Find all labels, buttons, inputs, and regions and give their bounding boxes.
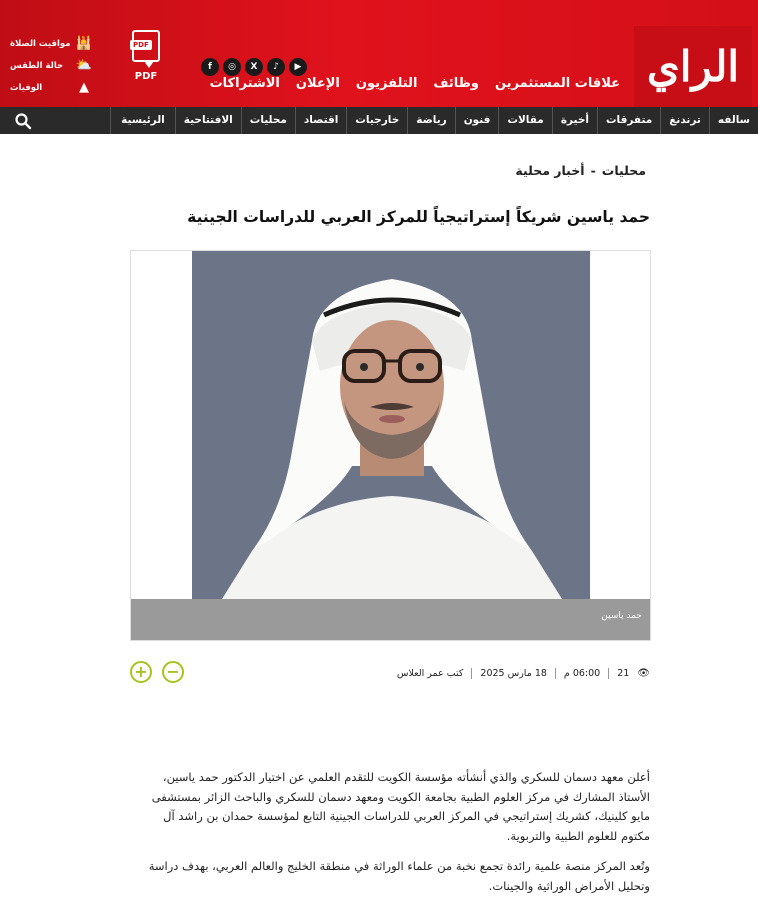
zoom-out-button[interactable]: − [162,661,184,683]
meta-divider [555,668,556,679]
youtube-icon[interactable]: ▶ [289,58,307,76]
services-list [10,36,92,95]
breadcrumb [515,163,646,178]
site-header [0,0,758,107]
breadcrumb-subsection[interactable]: أخبار محلية [515,163,585,178]
nav-item-last[interactable]: أخيرة [552,107,597,134]
zoom-in-button[interactable]: + [130,661,152,683]
article-body [145,768,650,898]
top-links [210,76,620,91]
meta-divider [471,668,472,679]
nav-item-articles[interactable]: مقالات [498,107,551,134]
article-author[interactable]: كتب عمر العلاس [396,668,464,679]
article-paragraph: وتُعد المركز منصة علمية رائدة تجمع نخبة من علماء الوراثة في منطقة الخليج والعالم العربي، بهدف دراسة وتحليل الأمراض الوراثية والجينات. [148,859,650,893]
eye-icon: 👁 [637,668,650,679]
site-logo[interactable] [634,26,752,107]
nav-items [110,107,758,134]
top-link-investors[interactable]: علاقات المستثمرين [494,76,620,91]
x-icon[interactable]: X [245,58,263,76]
mosque-icon: 🕌 [75,35,92,51]
article-meta [397,668,650,679]
top-link-advertising[interactable]: الإعلان [295,76,340,91]
service-prayer-times[interactable] [10,36,92,51]
font-size-controls [130,661,184,683]
pdf-label: PDF [134,71,158,82]
pdf-icon [132,30,160,62]
article-views: 21 [617,668,630,679]
nav-item-economy[interactable]: اقتصاد [295,107,346,134]
top-link-jobs[interactable]: وظائف [433,76,479,91]
nav-item-local[interactable]: محليات [241,107,295,134]
service-label: مواقيت الصلاة [10,38,71,49]
article-date: 18 مارس 2025 [480,668,547,679]
article-time: 06:00 م [563,668,601,679]
weather-icon: ⛅ [75,57,92,73]
meta-divider [608,668,609,679]
nav-item-trending[interactable]: ترندنغ [660,107,709,134]
top-link-tv[interactable]: التلفزيون [355,76,418,91]
photo-caption: حمد ياسين [601,611,642,621]
service-label: حالة الطقس [10,60,64,71]
nav-item-home[interactable]: الرئيسية [110,107,175,134]
breadcrumb-separator: - [590,163,596,178]
nav-item-salfa[interactable]: سالفه [709,107,758,134]
portrait-illustration [192,251,590,599]
article-photo[interactable] [192,251,590,599]
photo-caption-bar [131,599,650,640]
nav-item-arts[interactable]: فنون [455,107,499,134]
service-weather[interactable] [10,58,92,73]
logo-text: الراي [646,42,740,91]
breadcrumb-section[interactable]: محليات [601,163,646,178]
social-links [201,58,307,76]
nav-item-sports[interactable]: رياضة [407,107,454,134]
obituary-icon: ▲ [79,79,89,95]
page-title: حمد ياسين شريكاً إستراتيجياً للمركز العربي للدراسات الجينية [187,208,650,226]
article-paragraph: أعلن معهد دسمان للسكري والذي أنشأته مؤسسة الكويت للتقدم العلمي عن اختيار الدكتور حمد ياسين، الأستاذ المشارك في مركز العلوم الطبية بجامعة الكويت ومعهد دسمان للسكري والباحث الزائر بمستشفى مايو كلينيك، كشريك إستراتيجي في المركز العربي للدراسات الجينية التابع لمؤسسة حمدان بن راشد آل مكتوم للعلوم الطبية والتربوية. [151,770,650,843]
facebook-icon[interactable]: f [201,58,219,76]
nav-item-world[interactable]: خارجيات [346,107,407,134]
pdf-download[interactable] [128,30,164,80]
instagram-icon[interactable]: ◎ [223,58,241,76]
article-photo-frame [130,250,651,641]
search-icon[interactable] [14,112,32,130]
service-label: الوفيات [10,82,43,93]
nav-item-misc[interactable]: متفرقات [597,107,660,134]
tiktok-icon[interactable]: ♪ [267,58,285,76]
nav-item-editorial[interactable]: الافتتاحية [175,107,241,134]
top-link-subscriptions[interactable]: الاشتراكات [209,76,280,91]
service-obituaries[interactable] [10,80,92,95]
main-nav [0,107,758,134]
pdf-badge: PDF [130,40,152,50]
